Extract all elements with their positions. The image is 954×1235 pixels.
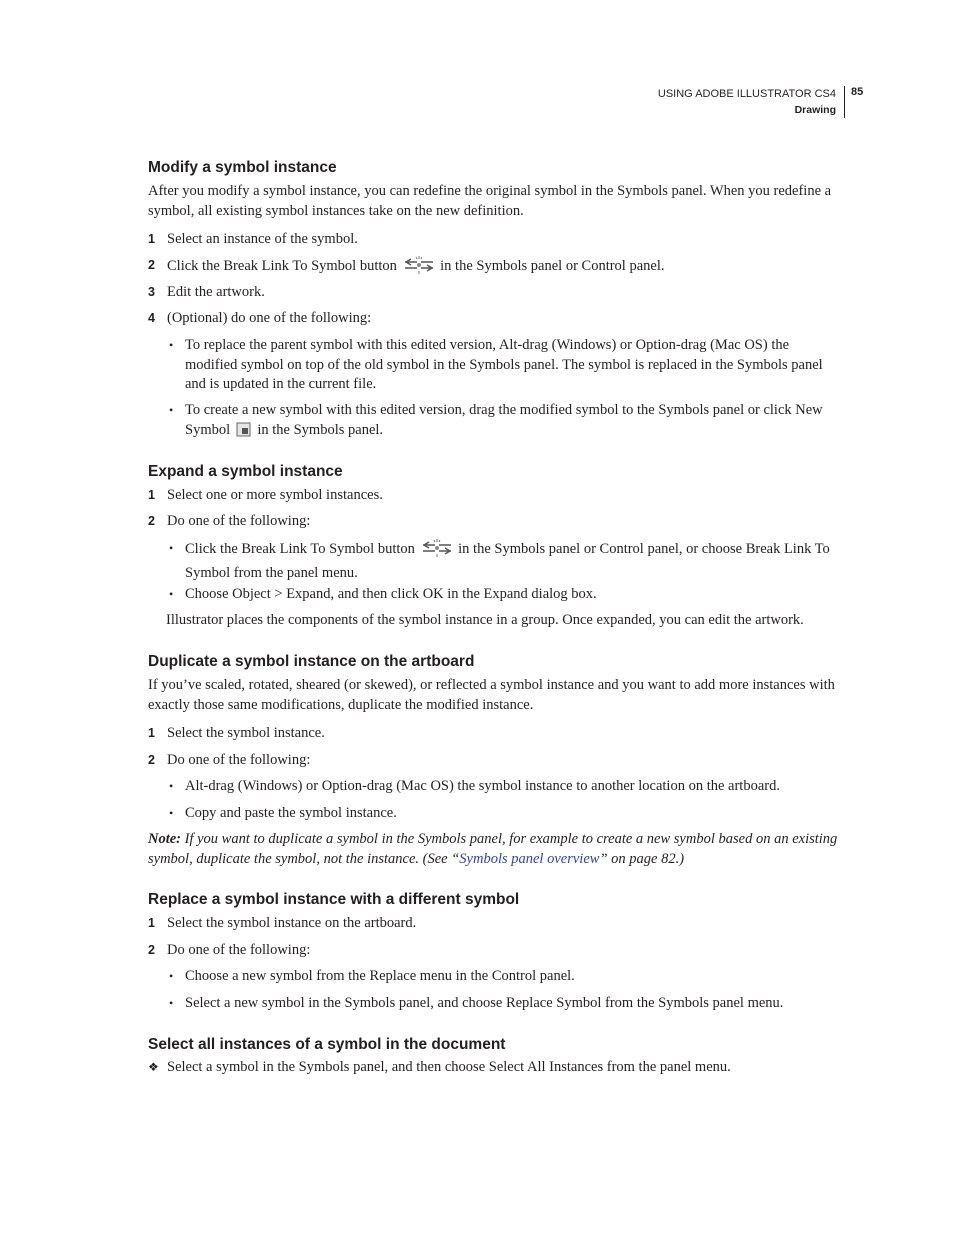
step-number: 1 [148, 488, 155, 502]
step-number: 2 [148, 514, 155, 528]
replace-bullet-2 [169, 994, 841, 1014]
bullet-glyph: • [169, 587, 174, 601]
expand-after-text: Illustrator places the components of the symbol instance in a group. Once expanded, you can edit the artwork. [166, 612, 804, 628]
note-text: If you want to duplicate a symbol in the Symbols panel, for example to create a new symbol based on an existing symbol, duplicate the symbol, not the instance. (See “ [148, 831, 838, 867]
heading-modify: Modify a symbol instance [148, 159, 337, 176]
heading-expand: Expand a symbol instance [148, 463, 343, 480]
step-number: 3 [148, 285, 155, 299]
step-number: 2 [148, 753, 155, 767]
expand-bullet-2 [169, 585, 841, 605]
step-number: 1 [148, 726, 155, 740]
heading-replace: Replace a symbol instance with a different symbol [148, 891, 520, 908]
bullet-glyph: • [169, 996, 174, 1010]
bullet-text: To create a new symbol with this edited version, drag the modified symbol to the Symbols panel or click New Symbol [185, 402, 823, 438]
duplicate-note [148, 830, 840, 869]
step-text: (Optional) do one of the following: [167, 310, 372, 326]
step-text: Select one or more symbol instances. [167, 487, 383, 503]
step-text: Edit the artwork. [167, 284, 265, 300]
bullet-glyph: • [169, 969, 174, 983]
bullet-text-cont: in the Symbols panel or Control panel, or choose Break Link To Symbol from the panel menu. [185, 541, 830, 581]
break-link-icon [421, 539, 453, 564]
step-number: 4 [148, 311, 155, 325]
step-number: 1 [148, 232, 155, 246]
new-symbol-icon [236, 422, 252, 445]
bullet-glyph: • [169, 541, 174, 555]
bullet-text: To replace the parent symbol with this edited version, Alt-drag (Windows) or Option-drag (Mac OS) the modified symbol on top of the old symbol in the Symbols panel. The symbol is replaced in the Symbols panel and is updated in the current file. [185, 337, 823, 392]
bullet-glyph: • [169, 403, 174, 417]
bullet-text: Choose a new symbol from the Replace menu in the Control panel. [185, 968, 575, 984]
note-label: Note: [148, 831, 182, 847]
bullet-text: Choose Object > Expand, and then click OK in the Expand dialog box. [185, 586, 597, 602]
duplicate-bullet-2 [169, 804, 841, 824]
step-number: 2 [148, 943, 155, 957]
header-title: USING ADOBE ILLUSTRATOR CS4 [657, 88, 836, 100]
bullet-glyph: • [169, 338, 174, 352]
header-divider [844, 86, 845, 118]
expand-bullet-1 [169, 539, 841, 583]
step-number: 1 [148, 916, 155, 930]
step-text: Select a symbol in the Symbols panel, and then choose Select All Instances from the panel menu. [167, 1059, 731, 1075]
step-text: Do one of the following: [167, 513, 311, 529]
step-text: Do one of the following: [167, 942, 311, 958]
step-text: Select the symbol instance. [167, 725, 325, 741]
bullet-glyph: • [169, 806, 174, 820]
bullet-text: Select a new symbol in the Symbols panel, and choose Replace Symbol from the Symbols panel menu. [185, 995, 784, 1011]
running-header [658, 86, 836, 118]
step-number: 2 [148, 258, 155, 272]
bullet-text: Copy and paste the symbol instance. [185, 805, 397, 821]
bullet-text: Alt-drag (Windows) or Option-drag (Mac OS) the symbol instance to another location on the artboard. [185, 778, 780, 794]
bullet-text: Click the Break Link To Symbol button [185, 541, 415, 557]
bullet-text-cont: in the Symbols panel. [257, 421, 384, 438]
heading-duplicate: Duplicate a symbol instance on the artboard [148, 653, 475, 670]
diamond-bullet-glyph: ❖ [148, 1060, 159, 1074]
header-section: Drawing [794, 104, 836, 116]
page-number: 85 [851, 86, 864, 98]
modify-bullet-1 [169, 336, 841, 395]
heading-select-all: Select all instances of a symbol in the document [148, 1036, 506, 1053]
bullet-glyph: • [169, 779, 174, 793]
step-text: Select an instance of the symbol. [167, 231, 358, 247]
step-text: Click the Break Link To Symbol button [167, 258, 397, 274]
modify-intro: After you modify a symbol instance, you can redefine the original symbol in the Symbols panel. When you redefine a symbol, all existing symbol instances take on the new definition. [148, 183, 832, 219]
note-text-end: ” on page 82.) [599, 850, 685, 867]
replace-bullet-1 [169, 967, 841, 987]
step-text: Select the symbol instance on the artboard. [167, 915, 417, 931]
duplicate-bullet-1 [169, 777, 841, 797]
duplicate-intro: If you’ve scaled, rotated, sheared (or skewed), or reflected a symbol instance and you want to add more instances with exactly those same modifications, duplicate the modified instance. [148, 677, 835, 713]
step-text-cont: in the Symbols panel or Control panel. [440, 258, 665, 274]
modify-bullet-2 [169, 401, 841, 444]
break-link-icon [403, 256, 435, 281]
step-text: Do one of the following: [167, 752, 311, 768]
symbols-panel-overview-link[interactable]: Symbols panel overview [459, 850, 600, 867]
